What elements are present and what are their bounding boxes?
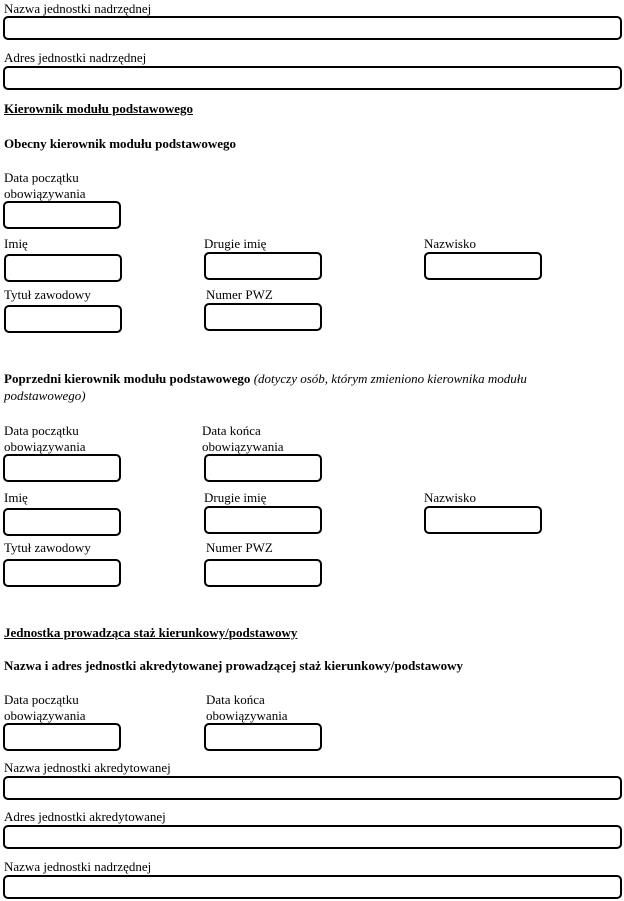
previous-end-date-label-line2: obowiązywania (202, 439, 284, 454)
current-professional-title-field[interactable] (4, 305, 122, 333)
previous-head-note-line2: podstawowego) (4, 388, 86, 403)
previous-head-title-row (4, 371, 527, 387)
accredited-unit-address-field[interactable] (3, 825, 622, 849)
internship-start-date-label-line2: obowiązywania (4, 708, 86, 723)
internship-end-date-field[interactable] (204, 723, 322, 751)
previous-first-name-label: Imię (4, 490, 28, 505)
previous-start-date-field[interactable] (3, 454, 121, 482)
previous-head-title: Poprzedni kierownik modułu podstawowego (4, 371, 251, 386)
previous-professional-title-label: Tytuł zawodowy (4, 540, 91, 555)
parent-unit-address-field[interactable] (3, 66, 622, 90)
accredited-unit-name-field[interactable] (3, 776, 622, 800)
internship-end-date-label-line1: Data końca (206, 692, 265, 707)
parent-unit-name-field[interactable] (3, 16, 622, 40)
previous-start-date-label-line2: obowiązywania (4, 439, 86, 454)
current-professional-title-label: Tytuł zawodowy (4, 287, 91, 302)
current-surname-field[interactable] (424, 252, 542, 280)
internship-parent-unit-name-field[interactable] (3, 875, 622, 899)
parent-unit-address-label: Adres jednostki nadrzędnej (4, 50, 147, 65)
accredited-unit-address-label: Adres jednostki akredytowanej (4, 809, 166, 824)
current-head-title: Obecny kierownik modułu podstawowego (4, 136, 236, 151)
current-first-name-label: Imię (4, 236, 28, 251)
current-pwz-field[interactable] (204, 303, 322, 331)
previous-head-note: (dotyczy osób, którym zmieniono kierownika modułu (253, 371, 527, 386)
previous-pwz-field[interactable] (204, 559, 322, 587)
previous-pwz-label: Numer PWZ (206, 540, 273, 555)
accredited-unit-name-label: Nazwa jednostki akredytowanej (4, 760, 171, 775)
previous-end-date-field[interactable] (204, 454, 322, 482)
previous-first-name-field[interactable] (3, 508, 121, 536)
internship-end-date-label-line2: obowiązywania (206, 708, 288, 723)
previous-professional-title-field[interactable] (3, 559, 121, 587)
previous-surname-field[interactable] (424, 506, 542, 534)
previous-surname-label: Nazwisko (424, 490, 476, 505)
current-start-date-field[interactable] (3, 201, 121, 229)
internship-start-date-field[interactable] (3, 723, 121, 751)
current-second-name-field[interactable] (204, 252, 322, 280)
current-second-name-label: Drugie imię (204, 236, 267, 251)
previous-start-date-label-line1: Data początku (4, 423, 79, 438)
parent-unit-name-label: Nazwa jednostki nadrzędnej (4, 1, 152, 16)
current-first-name-field[interactable] (4, 254, 122, 282)
internship-subtitle: Nazwa i adres jednostki akredytowanej prowadzącej staż kierunkowy/podstawowy (4, 658, 463, 673)
current-surname-label: Nazwisko (424, 236, 476, 251)
previous-second-name-field[interactable] (204, 506, 322, 534)
internship-start-date-label-line1: Data początku (4, 692, 79, 707)
current-start-date-label-line1: Data początku (4, 170, 79, 185)
previous-second-name-label: Drugie imię (204, 490, 267, 505)
internship-section-title: Jednostka prowadząca staż kierunkowy/podstawowy (4, 625, 298, 640)
module-head-section-title: Kierownik modułu podstawowego (4, 101, 194, 116)
current-start-date-label-line2: obowiązywania (4, 186, 86, 201)
internship-parent-unit-name-label: Nazwa jednostki nadrzędnej (4, 859, 152, 874)
current-pwz-label: Numer PWZ (206, 287, 273, 302)
previous-end-date-label-line1: Data końca (202, 423, 261, 438)
